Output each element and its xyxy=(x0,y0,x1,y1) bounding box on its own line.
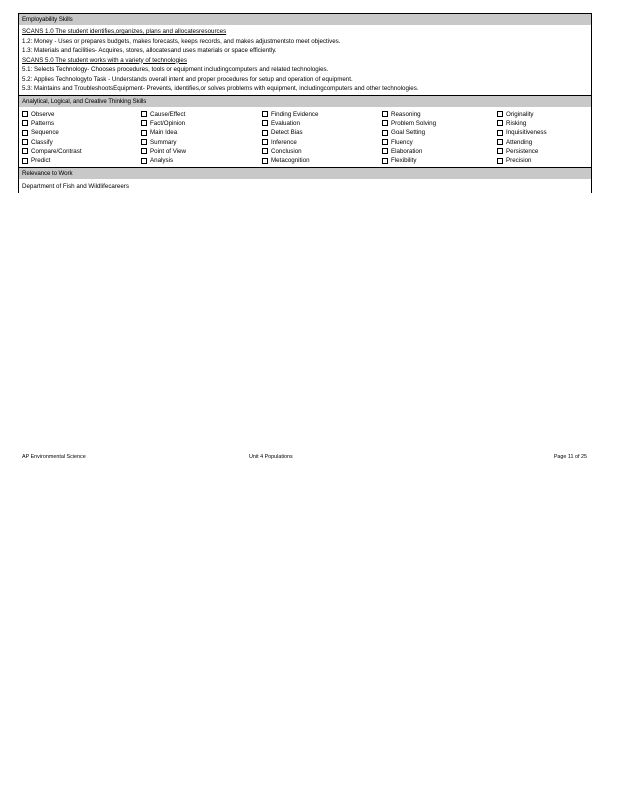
skill-checkbox-row[interactable] xyxy=(22,147,141,156)
skill-label: Classify xyxy=(31,138,53,146)
skill-label: Predict xyxy=(31,157,51,165)
scans-line: 1.2: Money - Uses or prepares budgets, makes forecasts, keeps records, and makes adjustmentsto meet objectives. xyxy=(22,37,341,45)
checkbox-icon[interactable] xyxy=(497,139,503,145)
scans-line: 5.1: Selects Technology- Chooses procedures, tools or equipment includingcomputers and related technologies. xyxy=(22,66,329,73)
checkbox-icon[interactable] xyxy=(141,111,147,117)
skill-checkbox-row[interactable] xyxy=(382,147,497,156)
skill-label: Observe xyxy=(31,110,55,118)
checkbox-icon[interactable] xyxy=(262,139,268,145)
checkbox-icon[interactable] xyxy=(22,130,28,136)
skill-label: Goal Setting xyxy=(391,129,426,137)
checkbox-icon[interactable] xyxy=(141,158,147,164)
skill-label: Fluency xyxy=(391,138,413,146)
thinking-skills-grid xyxy=(19,107,591,168)
skill-checkbox-row[interactable] xyxy=(382,137,497,146)
skill-label: Evaluation xyxy=(271,119,300,127)
skill-label: Main Idea xyxy=(150,129,178,137)
checkbox-icon[interactable] xyxy=(141,139,147,145)
relevance-header: Relevance to Work xyxy=(19,167,591,179)
skill-checkbox-row[interactable] xyxy=(382,128,497,137)
skill-checkbox-row[interactable] xyxy=(141,128,262,137)
checkbox-icon[interactable] xyxy=(497,130,503,136)
skill-checkbox-row[interactable] xyxy=(497,147,587,156)
checkbox-icon[interactable] xyxy=(382,139,388,145)
checkbox-icon[interactable] xyxy=(262,130,268,136)
skill-checkbox-row[interactable] xyxy=(22,110,141,119)
skill-checkbox-row[interactable] xyxy=(497,119,587,128)
skill-label: Patterns xyxy=(31,119,55,127)
checkbox-icon[interactable] xyxy=(382,148,388,154)
footer-unit: Unit 4 Populations xyxy=(249,454,293,460)
skill-checkbox-row[interactable] xyxy=(497,137,587,146)
skill-label: Elaboration xyxy=(391,147,423,155)
skills-column xyxy=(497,110,587,166)
skill-checkbox-row[interactable] xyxy=(497,128,587,137)
skill-label: Fact/Opinion xyxy=(150,119,186,127)
checkbox-icon[interactable] xyxy=(22,120,28,126)
checkbox-icon[interactable] xyxy=(141,130,147,136)
employability-header: Employability Skills xyxy=(19,14,591,25)
skill-checkbox-row[interactable] xyxy=(22,128,141,137)
skill-checkbox-row[interactable] xyxy=(22,119,141,128)
skill-checkbox-row[interactable] xyxy=(262,147,382,156)
checkbox-icon[interactable] xyxy=(497,111,503,117)
checkbox-icon[interactable] xyxy=(382,120,388,126)
skill-checkbox-row[interactable] xyxy=(141,119,262,128)
skill-checkbox-row[interactable] xyxy=(141,156,262,165)
skill-label: Summary xyxy=(150,138,177,146)
checkbox-icon[interactable] xyxy=(262,120,268,126)
skill-label: Point of View xyxy=(150,147,187,155)
skill-label: Inquisitiveness xyxy=(506,129,547,137)
skill-checkbox-row[interactable] xyxy=(262,156,382,165)
checkbox-icon[interactable] xyxy=(262,158,268,164)
skill-checkbox-row[interactable] xyxy=(382,110,497,119)
skills-column xyxy=(382,110,497,166)
checkbox-icon[interactable] xyxy=(22,139,28,145)
lesson-form xyxy=(18,13,592,193)
skill-label: Originality xyxy=(506,110,534,118)
skill-label: Attending xyxy=(506,138,533,146)
skill-checkbox-row[interactable] xyxy=(262,110,382,119)
checkbox-icon[interactable] xyxy=(22,148,28,154)
skill-checkbox-row[interactable] xyxy=(497,110,587,119)
skills-column xyxy=(22,110,141,166)
skill-label: Precision xyxy=(506,157,532,165)
skills-column xyxy=(141,110,262,166)
checkbox-icon[interactable] xyxy=(22,158,28,164)
skill-label: Sequence xyxy=(31,129,59,137)
skill-checkbox-row[interactable] xyxy=(262,119,382,128)
skill-label: Cause/Effect xyxy=(150,110,186,118)
skill-checkbox-row[interactable] xyxy=(382,156,497,165)
skill-checkbox-row[interactable] xyxy=(22,137,141,146)
footer-page-number: Page 11 of 25 xyxy=(553,454,587,460)
skill-label: Persistence xyxy=(506,147,539,155)
relevance-text: Department of Fish and Wildlifecareers xyxy=(22,183,129,191)
skill-checkbox-row[interactable] xyxy=(262,137,382,146)
checkbox-icon[interactable] xyxy=(382,111,388,117)
checkbox-icon[interactable] xyxy=(497,148,503,154)
checkbox-icon[interactable] xyxy=(141,148,147,154)
skill-checkbox-row[interactable] xyxy=(141,147,262,156)
scans-line: 1.3: Materials and facilities- Acquires, stores, allocatesand uses materials or space efficiently. xyxy=(22,47,277,54)
checkbox-icon[interactable] xyxy=(497,120,503,126)
checkbox-icon[interactable] xyxy=(22,111,28,117)
skill-label: Detect Bias xyxy=(271,129,303,137)
skill-label: Metacognition xyxy=(271,157,310,165)
checkbox-icon[interactable] xyxy=(262,111,268,117)
skill-checkbox-row[interactable] xyxy=(382,119,497,128)
skill-checkbox-row[interactable] xyxy=(141,110,262,119)
scans-line: 5.2: Applies Technologyto Task - Understands overall intent and proper procedures for setup and operation of equipment. xyxy=(22,75,353,83)
skill-label: Flexibility xyxy=(391,157,417,165)
footer-course: AP Environmental Science xyxy=(22,454,86,460)
thinking-skills-header: Analytical, Logical, and Creative Thinking Skills xyxy=(19,95,591,107)
skill-checkbox-row[interactable] xyxy=(141,137,262,146)
checkbox-icon[interactable] xyxy=(262,148,268,154)
skill-label: Compare/Contrast xyxy=(31,147,82,155)
skill-checkbox-row[interactable] xyxy=(22,156,141,165)
skill-label: Analysis xyxy=(150,157,174,165)
skill-label: Inference xyxy=(271,138,297,146)
scans-line: SCANS 1.0 The student identifies,organizes, plans and allocatesresources xyxy=(22,28,227,35)
skill-label: Risking xyxy=(506,119,527,127)
skill-label: Finding Evidence xyxy=(271,110,319,118)
skills-column xyxy=(262,110,382,166)
scans-line: SCANS 5.0 The student works with a variety of technologies xyxy=(22,56,187,64)
scans-line: 5.3: Maintains and TroubleshootsEquipment- Prevents, identifies,or solves problems with equipment, includingcomputers and other technologies. xyxy=(22,85,419,92)
skill-label: Conclusion xyxy=(271,147,302,155)
skill-checkbox-row[interactable] xyxy=(262,128,382,137)
checkbox-icon[interactable] xyxy=(382,158,388,164)
checkbox-icon[interactable] xyxy=(141,120,147,126)
skill-label: Problem Solving xyxy=(391,119,437,127)
skill-label: Reasoning xyxy=(391,110,421,118)
checkbox-icon[interactable] xyxy=(382,130,388,136)
checkbox-icon[interactable] xyxy=(497,158,503,164)
skill-checkbox-row[interactable] xyxy=(497,156,587,165)
employability-section xyxy=(19,25,591,95)
